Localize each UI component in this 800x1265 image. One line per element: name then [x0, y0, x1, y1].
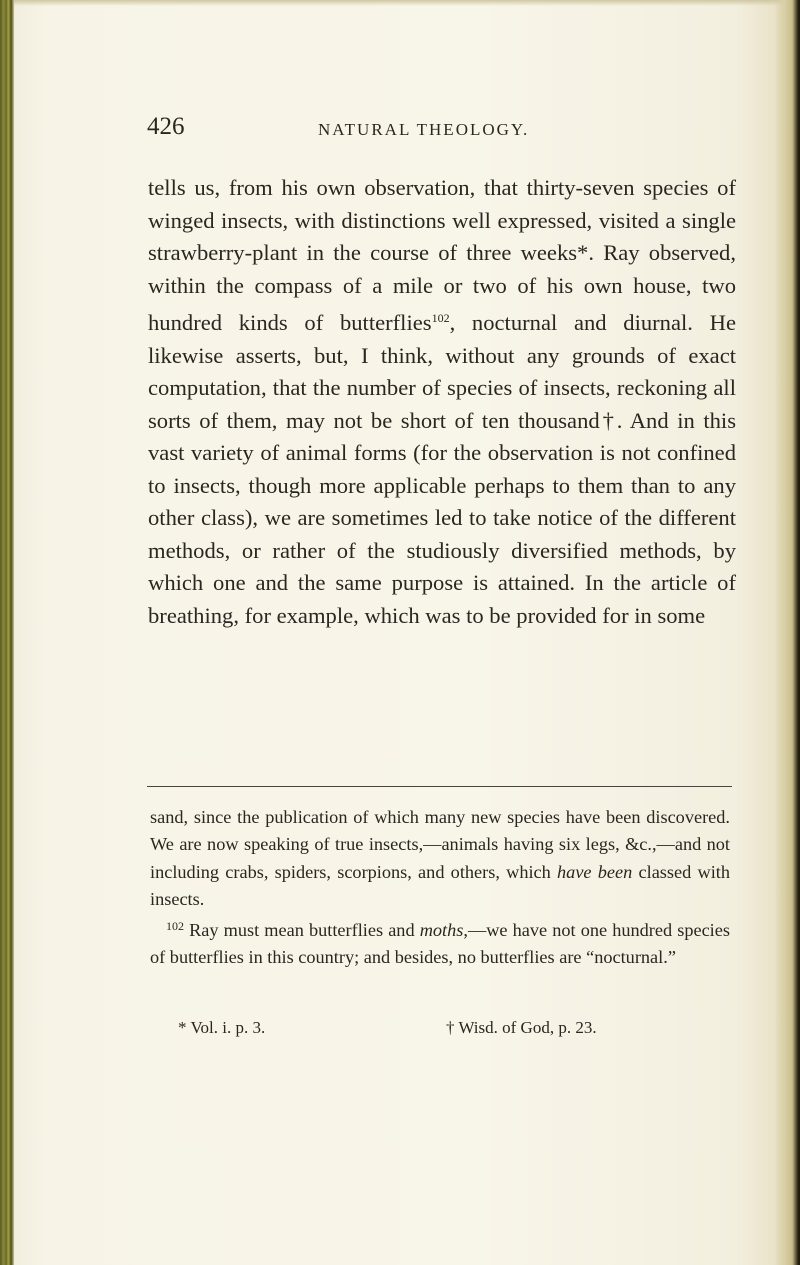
footnote-102-number: 102	[166, 919, 184, 934]
page-number: 426	[147, 113, 185, 140]
footnote-ref-102: 102	[431, 311, 450, 325]
footnote-102-text-a: Ray must mean butterflies and	[184, 920, 420, 941]
main-text-part1: tells us, from his own observation, that thirty-seven species of winged insects, with distinctions well expressed, visited a single strawberry-plant in the course of three weeks*. Ray observed, within the compass of a mile or two of his own house, two hundred kinds of butterflies	[148, 175, 736, 335]
footnote-continued-text-b: classed with insects.	[150, 861, 731, 909]
footnote-continued-italic: have been	[557, 861, 633, 882]
main-paragraph	[148, 172, 736, 632]
footnote-divider	[147, 786, 732, 787]
footnote-102-italic: moths	[419, 920, 464, 941]
footnote-continued-text-a: sand, since the publication of which many new species have been discovered. We are now speaking of true insects,—animals having six legs, &c.,—and not including crabs, spiders, scorpions, and others, which	[150, 807, 730, 882]
book-binding-edge	[0, 0, 14, 1265]
page-right-edge-shadow	[774, 0, 800, 1265]
main-text	[148, 172, 736, 632]
footnote-102	[150, 913, 730, 972]
reference-dagger: † Wisd. of God, p. 23.	[446, 1018, 597, 1037]
footnote-102-text-b: ,—we have not one hundred species of butterflies in this country; and besides, no butterflies are “nocturnal.”	[150, 920, 730, 968]
page-header	[147, 113, 707, 153]
footnotes	[150, 804, 730, 972]
footnote-continued	[150, 804, 730, 913]
page-top-edge	[14, 0, 800, 6]
main-text-part2: , nocturnal and diurnal. He likewise asserts, but, I think, without any grounds of exact computation, that the number of species of insects, reckoning all sorts of them, may not be short of ten thousand†. And in this vast variety of animal forms (for the observation is not confined to insects, though more applicable perhaps to them than to any other class), we are sometimes led to take notice of the different methods, or rather of the studiously diversified methods, by which one and the same purpose is attained. In the article of breathing, for example, which was to be provided for in some	[148, 310, 736, 628]
running-head: NATURAL THEOLOGY.	[318, 120, 530, 139]
reference-star: * Vol. i. p. 3.	[178, 1018, 266, 1037]
